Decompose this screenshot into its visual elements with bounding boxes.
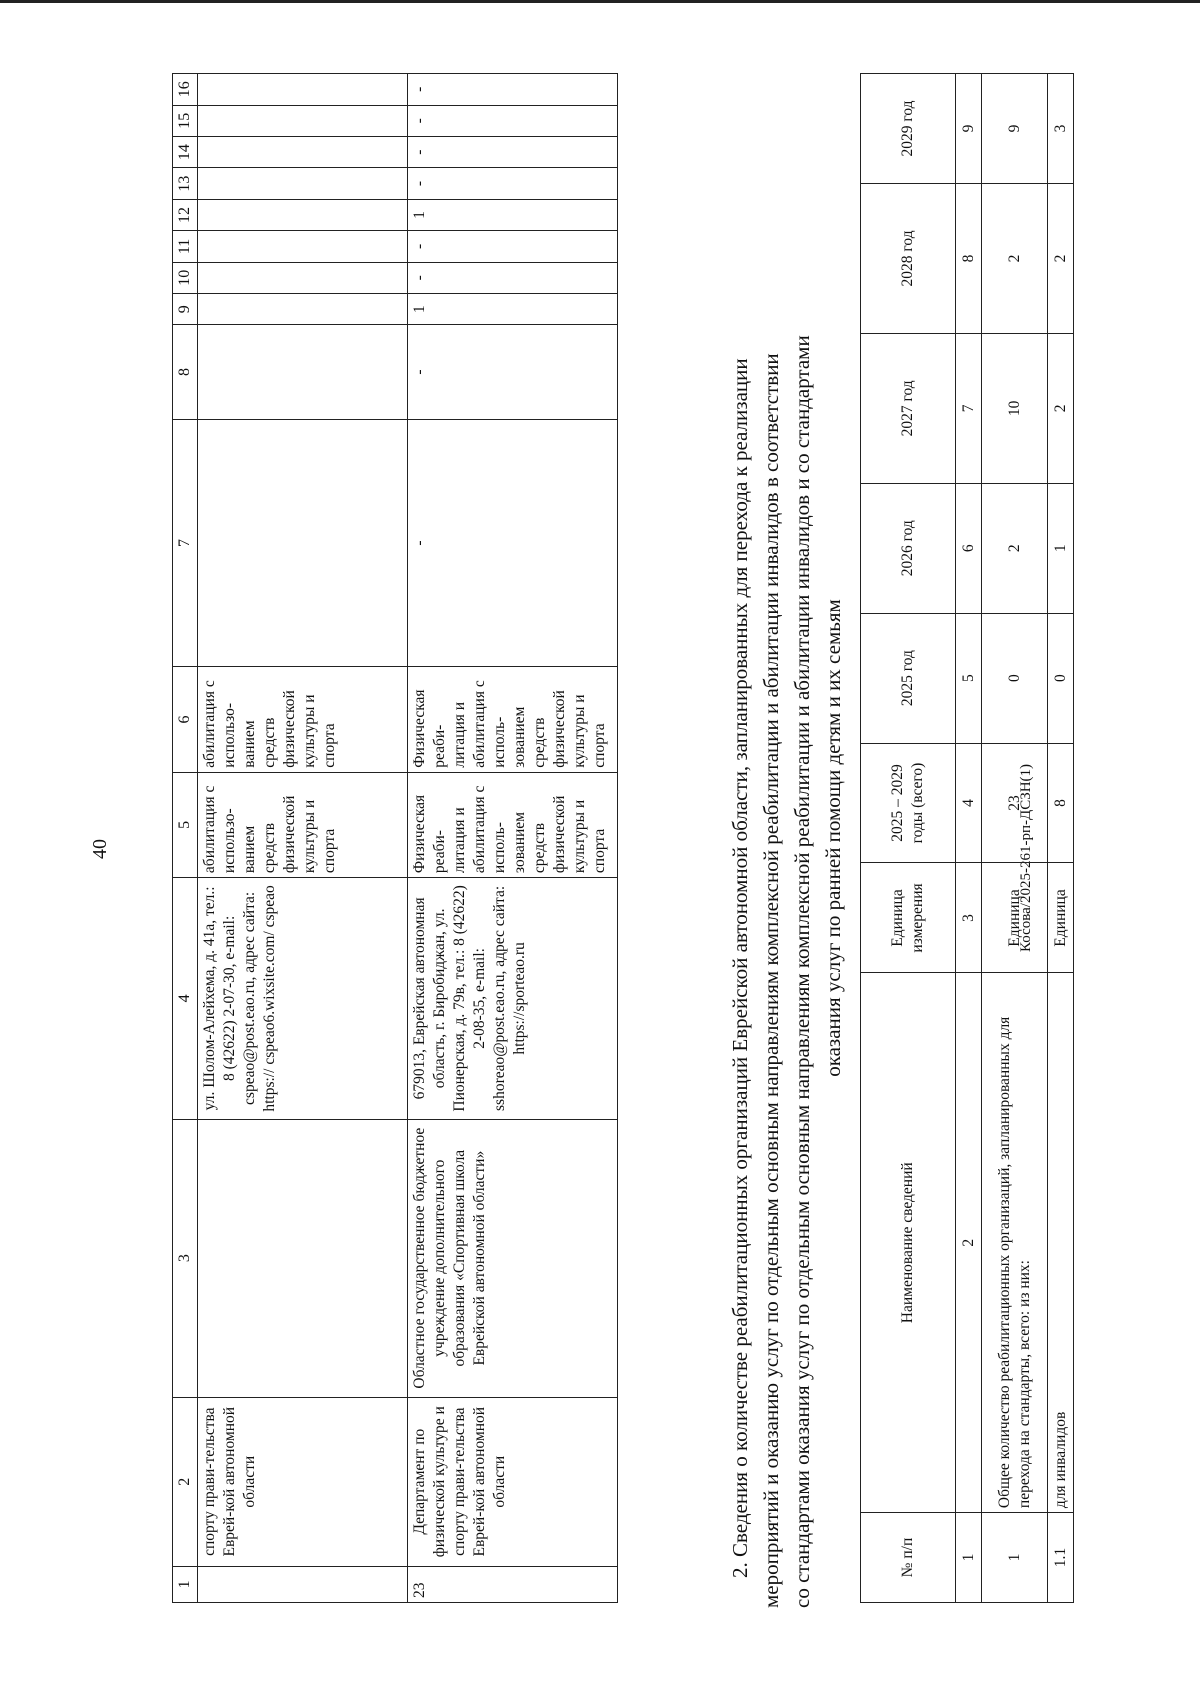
cell-c15: [198, 105, 408, 136]
cell-c9: 1: [408, 294, 618, 325]
row-2028: 2: [982, 183, 1048, 333]
heading-line: со стандартами оказания услуг по отдельным основным направлениям комплексной реабилитации и абилитации инвалидов и со стандартами: [790, 335, 814, 1608]
cell-c10: [198, 262, 408, 293]
header-cell: № п/п: [861, 1513, 956, 1603]
cell-direction: Физическая реаби-литация и абилитация с исполь-зованием средств физической культуры и спорта: [408, 772, 618, 877]
col-num: 12: [173, 199, 198, 230]
header-row: [861, 74, 956, 1603]
header-cell: 2029 год: [861, 74, 956, 184]
cell-organization: [198, 1119, 408, 1397]
header-cell: 2025 год: [861, 613, 956, 743]
col-num: 13: [173, 168, 198, 199]
cell-c15: -: [408, 105, 618, 136]
cell-direction: абилитация с использо-ванием средств физической культуры и спорта: [198, 772, 408, 877]
cell-direction-2: абилитация с использо-ванием средств физической культуры и спорта: [198, 667, 408, 772]
heading-line: 2. Сведения о количестве реабилитационных организаций Еврейской автономной области, запланированных для перехода к реализации: [728, 358, 752, 1578]
col-num: 4: [173, 878, 198, 1120]
header-cell: 2027 год: [861, 333, 956, 483]
header-cell: 2026 год: [861, 483, 956, 613]
cell-c13: -: [408, 168, 618, 199]
col-num: 5: [173, 772, 198, 877]
col-num: 5: [956, 613, 982, 743]
col-num: 4: [956, 743, 982, 863]
col-num: 2: [956, 973, 982, 1513]
col-num: 6: [173, 667, 198, 772]
row-number: 1.1: [1048, 1513, 1074, 1603]
col-num: 7: [956, 333, 982, 483]
col-num: 14: [173, 136, 198, 167]
row-2027: 10: [982, 333, 1048, 483]
cell-c16: [198, 74, 408, 106]
col-num: 2: [173, 1397, 198, 1566]
cell-c13: [198, 168, 408, 199]
col-num: 1: [173, 1566, 198, 1602]
organizations-count-table: [860, 73, 1074, 1603]
col-num: 8: [956, 183, 982, 333]
cell-c11: [198, 231, 408, 262]
heading-line: мероприятий и оказанию услуг по отдельным основным направлениям комплексной реабилитации и абилитации инвалидов в соответствии: [759, 353, 783, 1608]
cell-organization: Областное государственное бюджетное учреждение дополнительного образования «Спортивная школа Еврейской автономной области»: [408, 1119, 618, 1397]
cell-c9: [198, 294, 408, 325]
page-number: 40: [89, 839, 111, 859]
row-2026: 1: [1048, 483, 1074, 613]
heading-line: оказания услуг по ранней помощи детям и их семьям: [821, 599, 845, 1077]
cell-c8: [198, 325, 408, 419]
cell-c14: [198, 136, 408, 167]
row-unit: Единица: [1048, 863, 1074, 973]
cell-c12: 1: [408, 199, 618, 230]
col-num: 9: [173, 294, 198, 325]
row-2026: 2: [982, 483, 1048, 613]
cell-c10: -: [408, 262, 618, 293]
cell-number: [198, 1566, 408, 1602]
row-name: для инвалидов: [1048, 973, 1074, 1513]
row-total: 23: [982, 743, 1048, 863]
cell-address: 679013, Еврейская автономная область, г. Биробиджан, ул. Пионерская, д. 79в, тел.: 8 (42622) 2-08-35, e-mail: sshoreao@post.eao.ru, адрес сайта: https://sporteao.ru: [408, 878, 618, 1120]
column-numbers-row: [956, 74, 982, 1603]
col-num: 6: [956, 483, 982, 613]
cell-c7: -: [408, 419, 618, 667]
header-cell: 2028 год: [861, 183, 956, 333]
cell-c16: -: [408, 74, 618, 106]
row-unit: Единица: [982, 863, 1048, 973]
col-num: 3: [173, 1119, 198, 1397]
table-row: [408, 74, 618, 1603]
cell-c8: -: [408, 325, 618, 419]
col-num: 8: [173, 325, 198, 419]
row-number: 1: [982, 1513, 1048, 1603]
col-num: 9: [956, 74, 982, 184]
section-2-heading: [725, 68, 849, 1608]
row-2025: 0: [982, 613, 1048, 743]
row-2027: 2: [1048, 333, 1074, 483]
row-2028: 2: [1048, 183, 1074, 333]
table-row: [1048, 74, 1074, 1603]
cell-number: 23: [408, 1566, 618, 1602]
header-cell: Единица измерения: [861, 863, 956, 973]
cell-direction-2: Физическая реаби-литация и абилитация с исполь-зованием средств физической культуры и спорта: [408, 667, 618, 772]
cell-c11: -: [408, 231, 618, 262]
row-2029: 3: [1048, 74, 1074, 184]
cell-department: Департамент по физической культуре и спорту прави-тельства Еврей-кой автономной области: [408, 1397, 618, 1566]
table-row: [982, 74, 1048, 1603]
table-row: [198, 74, 408, 1603]
cell-department: спорту прави-тельства Еврей-кой автономной области: [198, 1397, 408, 1566]
col-num: 3: [956, 863, 982, 973]
row-2025: 0: [1048, 613, 1074, 743]
cell-c14: -: [408, 136, 618, 167]
col-num: 10: [173, 262, 198, 293]
cell-c12: [198, 199, 408, 230]
col-num: 15: [173, 105, 198, 136]
column-numbers-row: [173, 74, 198, 1603]
col-num: 16: [173, 74, 198, 106]
col-num: 1: [956, 1513, 982, 1603]
row-name: Общее количество реабилитационных организаций, запланированных для перехода на стандарты, всего: из них:: [982, 973, 1048, 1513]
row-total: 8: [1048, 743, 1074, 863]
organizations-table: [172, 73, 618, 1603]
header-cell: Наименование сведений: [861, 973, 956, 1513]
col-num: 11: [173, 231, 198, 262]
cell-c7: [198, 419, 408, 667]
row-2029: 9: [982, 74, 1048, 184]
cell-address: ул. Шолом-Алейхема, д. 41а, тел.: 8 (42622) 2-07-30, e-mail: cspeao@post.eao.ru, адрес сайта: https:// cspeao6.wixsite.com/ cspeao: [198, 878, 408, 1120]
col-num: 7: [173, 419, 198, 667]
header-cell: 2025 – 2029 годы (всего): [861, 743, 956, 863]
document-code: Косова/2025-261-рп-ДСЗН(1): [1018, 763, 1034, 953]
